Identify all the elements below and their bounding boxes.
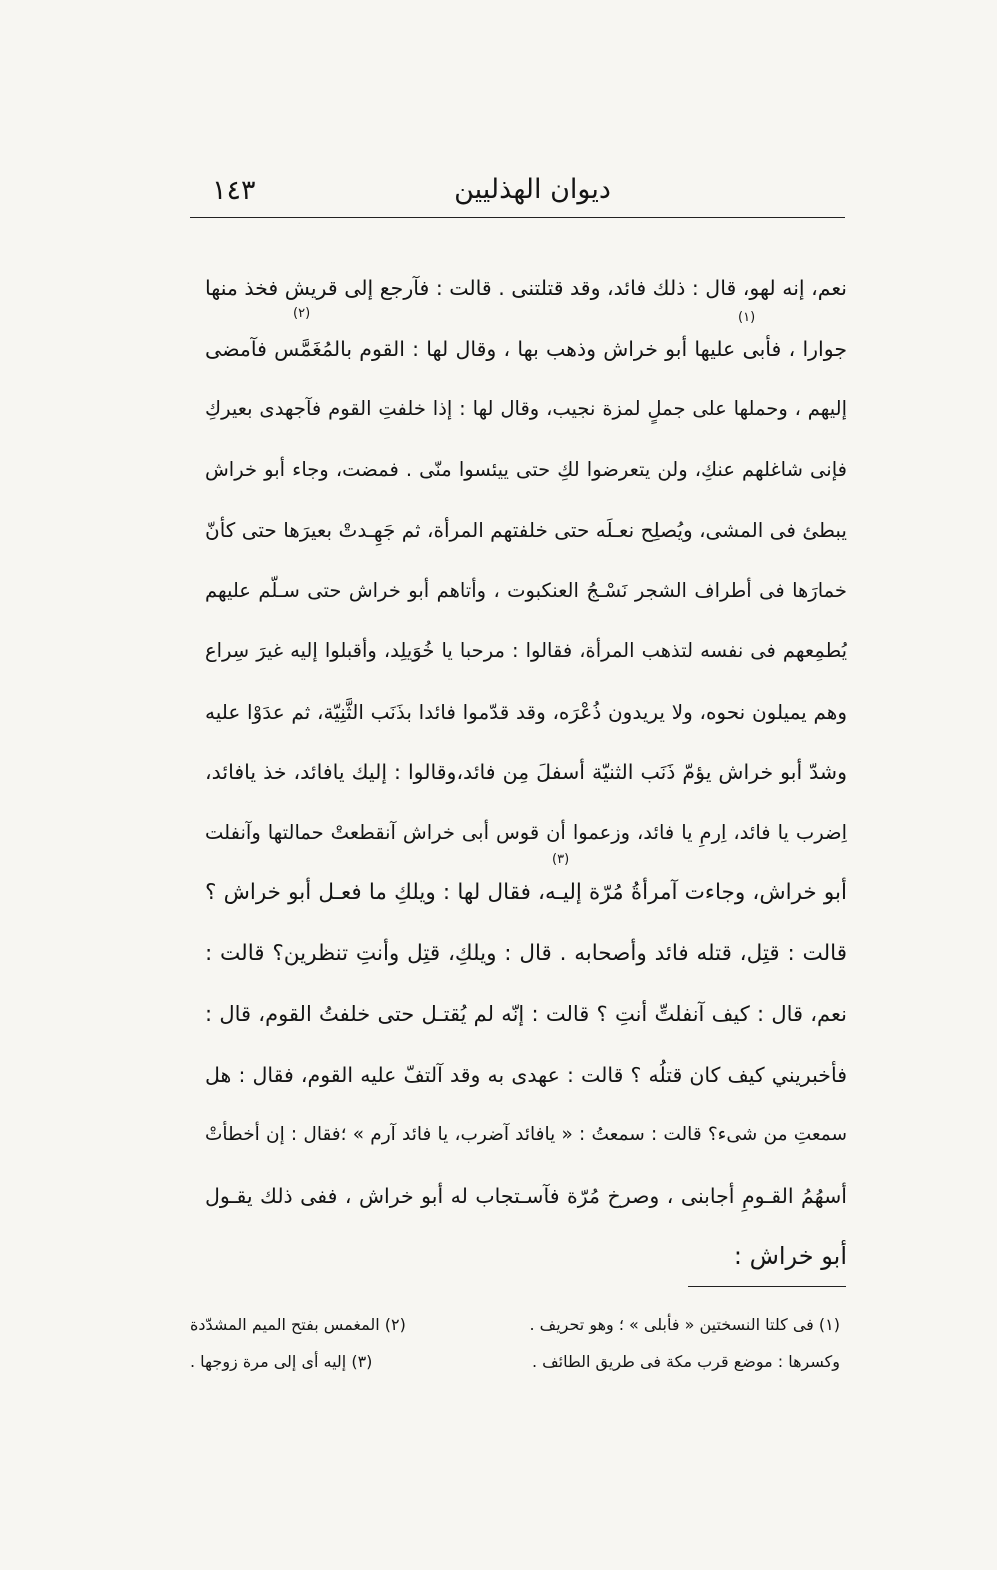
page-title: ديوان الهذليين bbox=[454, 174, 611, 205]
footnote-marker-2: (٢) bbox=[293, 306, 311, 321]
text-line: فأخبريني كيف كان قتلُه ؟ قالت : عهدى به وقد آلتفّ عليه القوم، فقال : هل bbox=[205, 1062, 847, 1087]
text-line: جوارا ، فأبى عليها أبو خراش وذهب بها ، وقال لها : القوم بالمُغَمَّس فآمضى bbox=[205, 336, 847, 361]
text-line: وهم يميلون نحوه، ولا يريدون ذُعْرَه، وقد قدّموا فائدا بذَنَب الثَّنِيّة، ثم عدَوْا عليه bbox=[205, 699, 847, 724]
text-line: أبو خراش : bbox=[733, 1242, 847, 1270]
text-line: يبطئ فى المشى، ويُصلِح نعـلَه حتى خلفتهم المرأة، ثم جَهِـدتْ بعيرَها حتى كأنّ bbox=[205, 518, 847, 542]
footnote-divider bbox=[688, 1286, 846, 1287]
page-number: ١٤٣ bbox=[212, 175, 256, 206]
footnote-text: (١) فى كلتا النسختين « فأبلى » ؛ وهو تحريف . bbox=[529, 1315, 840, 1334]
text-line: اِضرب يا فائد، اِرمِ يا فائد، وزعموا أن قوس أبى خراش آنقطعتْ حمالتها وآنفلت bbox=[205, 820, 847, 844]
text-line: يُطمِعهم فى نفسه لتذهب المرأة، فقالوا : مرحبا يا خُوَيلِد، وأقبلوا إليه غيرَ سِراع bbox=[205, 639, 847, 662]
text-line: قالت : قتِل، قتله فائد وأصحابه . قال : ويلكِ، قتِل وأنتِ تنظرين؟ قالت : bbox=[205, 940, 847, 966]
text-line: خمارَها فى أطراف الشجر نَسْـجُ العنكبوت ، وأتاهم أبو خراش حتى سـلّم عليهم bbox=[205, 578, 847, 602]
text-line: نعم، إنه لهو، قال : ذلك فائد، وقد قتلتنى . قالت : فآرجع إلى قريش فخذ منها bbox=[205, 276, 847, 300]
body-text bbox=[205, 258, 847, 1287]
text-line: أسهُمُ القـومِ أجابنى ، وصرخ مُرّة فآسـتجاب له أبو خراش ، ففى ذلك يقـول bbox=[205, 1183, 847, 1208]
footnote-row bbox=[190, 1306, 840, 1343]
text-line: سمعتِ من شىء؟ قالت : سمعتُ : « يافائد آضرب، يا فائد آرم » ؛فقال : إن أخطأتْ bbox=[205, 1124, 847, 1145]
footnote-marker-1: (١) bbox=[738, 310, 756, 325]
footnote-text: وكسرها : موضع قرب مكة فى طريق الطائف . bbox=[531, 1352, 840, 1371]
text-line: وشدّ أبو خراش يؤمّ ذَنَب الثنيّة أسفلَ مِن فائد،وقالوا : إليك يافائد، خذ يافائد، bbox=[205, 760, 847, 784]
footnote-text: (٣) إليه أى إلى مرة زوجها . bbox=[190, 1352, 373, 1371]
text-line: إليهم ، وحملها على جملٍ لمزة نجيب، وقال لها : إذا خلفتِ القوم فآجهدى بعيركِ bbox=[205, 397, 847, 420]
text-line: فإنى شاغلهم عنكِ، ولن يتعرضوا لكِ حتى ييئسوا منّى . فمضت، وجاء أبو خراش bbox=[205, 457, 847, 481]
text-line: نعم، قال : كيف آنفلتِّ أنتِ ؟ قالت : إنّه لم يُقتـل حتى خلفتُ القوم، قال : bbox=[205, 1002, 847, 1026]
footnote-row bbox=[190, 1343, 840, 1380]
page-header bbox=[190, 165, 845, 218]
footnotes bbox=[190, 1306, 840, 1380]
footnote-text: (٢) المغمس بفتح الميم المشدّدة bbox=[190, 1315, 406, 1334]
text-line: أبو خراش، وجاءت آمرأةُ مُرّة إليـه، فقال لها : ويلكِ ما فعـل أبو خراش ؟ bbox=[205, 880, 847, 905]
footnote-marker-3: (٣) bbox=[552, 852, 570, 867]
